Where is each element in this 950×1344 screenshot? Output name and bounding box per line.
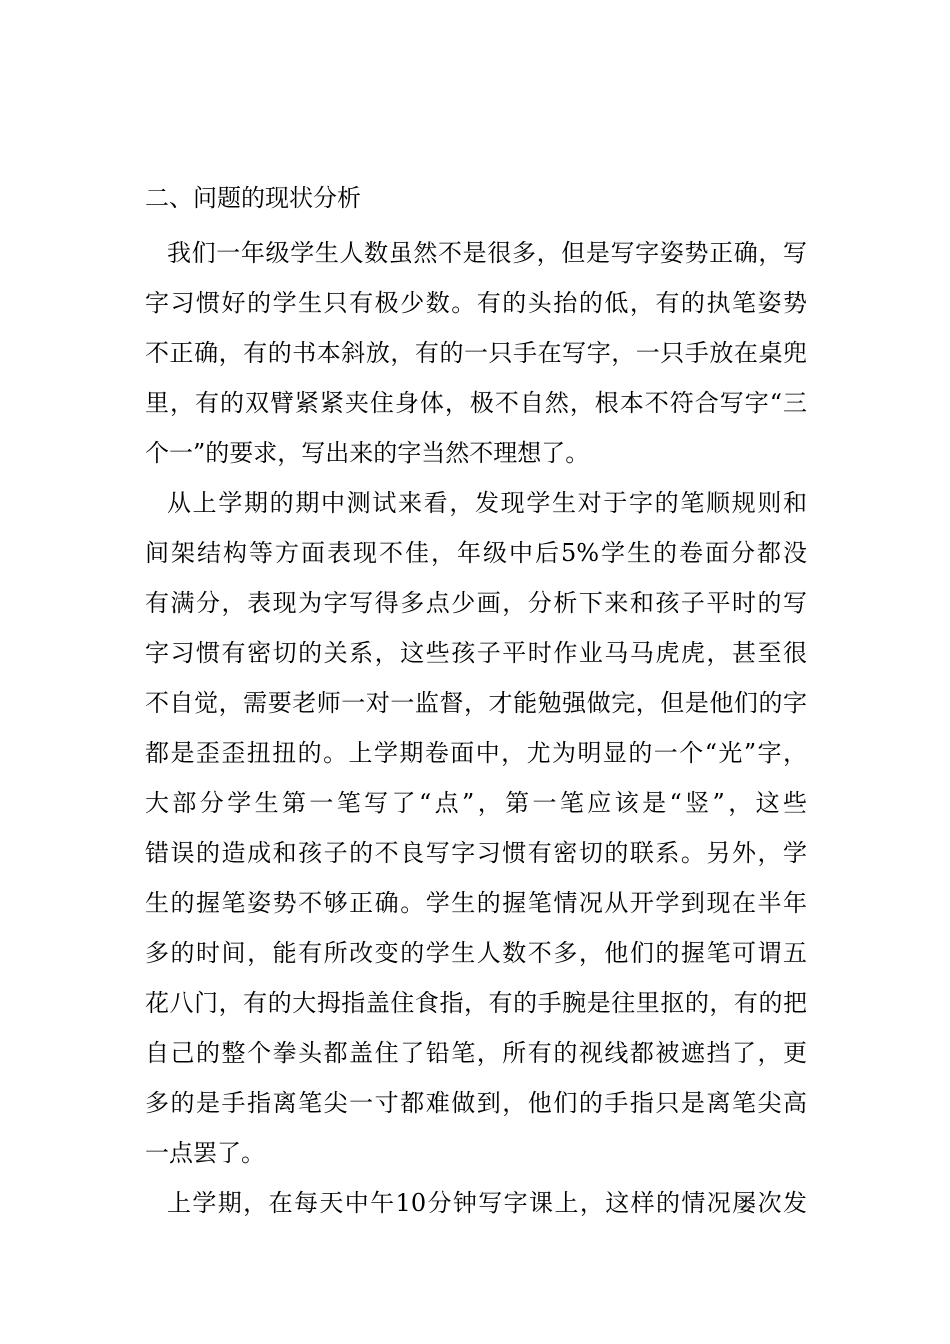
text-line: 不正确，有的书本斜放，有的一只手在写字，一只手放在桌兜	[145, 339, 807, 367]
text-line: 里，有的双臂紧紧夹住身体，极不自然，根本不符合写字“三	[145, 389, 807, 417]
paragraph-1	[145, 228, 807, 478]
text-line: 我们一年级学生人数虽然不是很多，但是写字姿势正确，写	[167, 239, 807, 267]
text-line: 不自觉，需要老师一对一监督，才能勉强做完，但是他们的字	[145, 689, 807, 717]
text-line: 上学期，在每天中午10分钟写字课上，这样的情况屡次发	[167, 1189, 807, 1217]
text-line: 字习惯有密切的关系，这些孩子平时作业马马虎虎，甚至很	[145, 639, 807, 667]
text-line: 有满分，表现为字写得多点少画，分析下来和孩子平时的写	[145, 589, 807, 617]
text-line: 一点罢了。	[145, 1139, 265, 1167]
text-line: 多的是手指离笔尖一寸都难做到，他们的手指只是离笔尖高	[145, 1089, 807, 1117]
text-line: 间架结构等方面表现不佳，年级中后5%学生的卷面分都没	[145, 539, 807, 567]
paragraph-2	[145, 478, 807, 1178]
document-body	[145, 178, 807, 1228]
paragraph-3	[145, 1178, 807, 1228]
text-line: 个一”的要求，写出来的字当然不理想了。	[145, 439, 590, 467]
text-line: 字习惯好的学生只有极少数。有的头抬的低，有的执笔姿势	[145, 289, 807, 317]
text-line: 从上学期的期中测试来看，发现学生对于字的笔顺规则和	[167, 489, 807, 517]
text-line: 生的握笔姿势不够正确。学生的握笔情况从开学到现在半年	[145, 889, 807, 917]
section-heading: 二、问题的现状分析	[145, 184, 361, 212]
text-line: 自己的整个拳头都盖住了铅笔，所有的视线都被遮挡了，更	[145, 1039, 807, 1067]
text-line: 花八门，有的大拇指盖住食指，有的手腕是往里抠的，有的把	[145, 989, 807, 1017]
text-line: 多的时间，能有所改变的学生人数不多，他们的握笔可谓五	[145, 939, 807, 967]
text-line: 都是歪歪扭扭的。上学期卷面中，尤为明显的一个“光”字，	[145, 739, 807, 767]
text-line: 大部分学生第一笔写了“点”，第一笔应该是“竖”，这些	[145, 789, 807, 817]
text-line: 错误的造成和孩子的不良写字习惯有密切的联系。另外，学	[145, 839, 807, 867]
